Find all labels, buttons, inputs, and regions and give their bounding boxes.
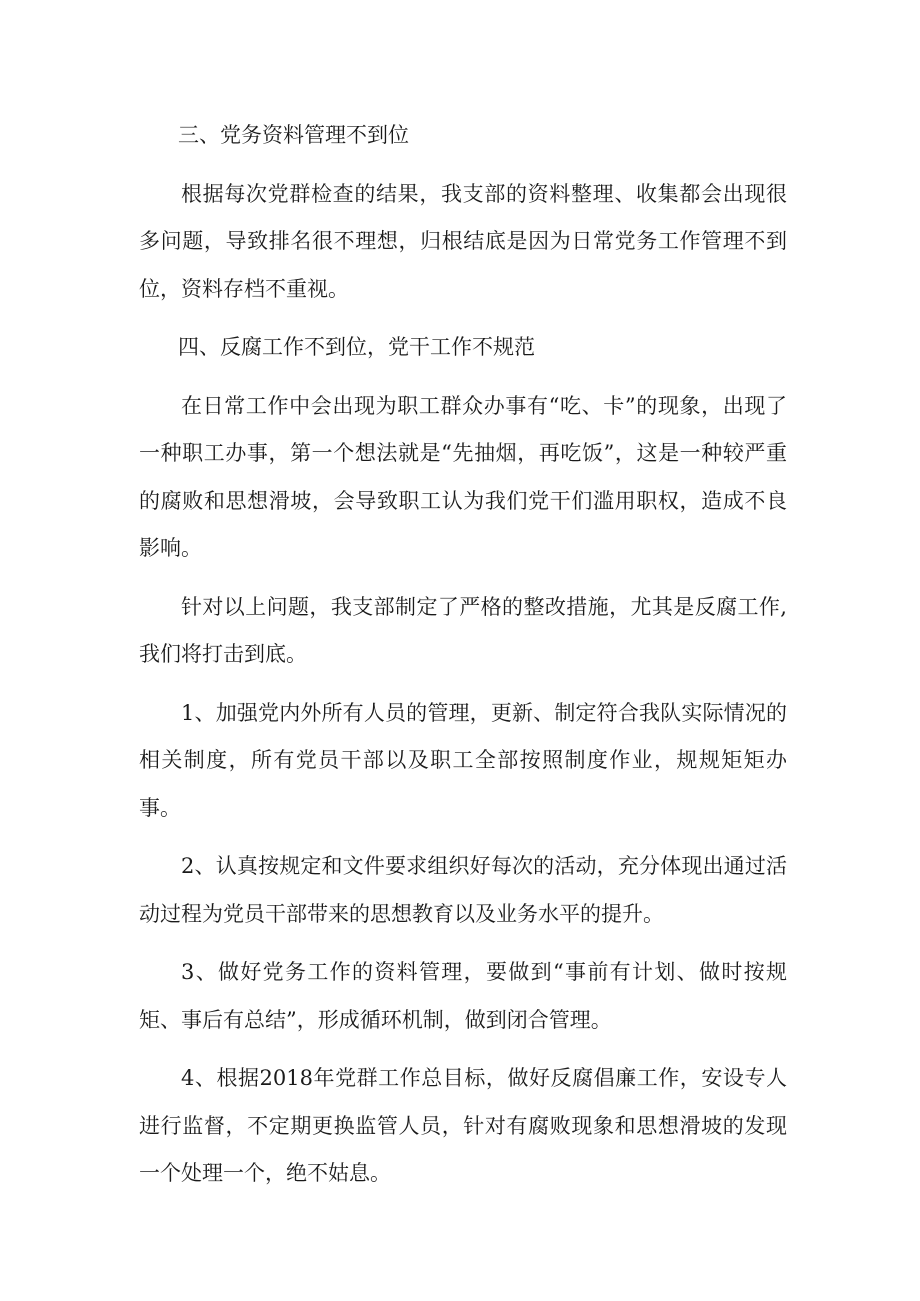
- measure-item-1: 1、加强党内外所有人员的管理，更新、制定符合我队实际情况的相关制度，所有党员干部以及职工全部按照制度作业，规规矩矩办事。: [139, 700, 787, 820]
- paragraph-rectification-intro: 针对以上问题，我支部制定了严格的整改措施，尤其是反腐工作,我们将打击到底。: [139, 594, 787, 666]
- section-heading-3: 三、党务资料管理不到位: [178, 123, 409, 147]
- measure-item-4: 4、根据2018年党群工作总目标，做好反腐倡廉工作，安设专人进行监督，不定期更换监管人员，针对有腐败现象和思想滑坡的发现一个处理一个，绝不姑息。: [139, 1066, 787, 1185]
- section-heading-4: 四、反腐工作不到位，党干工作不规范: [178, 335, 535, 359]
- paragraph-records-issue: 根据每次党群检查的结果，我支部的资料整理、收集都会出现很多问题，导致排名很不理想，归根结底是因为日常党务工作管理不到位，资料存档不重视。: [139, 181, 787, 301]
- measure-item-3: 3、做好党务工作的资料管理，要做到“事前有计划、做时按规矩、事后有总结”，形成循环机制，做到闭合管理。: [139, 960, 787, 1032]
- measure-item-2: 2、认真按规定和文件要求组织好每次的活动，充分体现出通过活动过程为党员干部带来的思想教育以及业务水平的提升。: [139, 854, 787, 926]
- document-body: [139, 112, 787, 1209]
- paragraph-corruption-issue: 在日常工作中会出现为职工群众办事有“吃、卡”的现象，出现了一种职工办事，第一个想法就是“先抽烟，再吃饭”，这是一种较严重的腐败和思想滑坡，会导致职工认为我们党干们滥用职权，造成不良影响。: [139, 393, 787, 560]
